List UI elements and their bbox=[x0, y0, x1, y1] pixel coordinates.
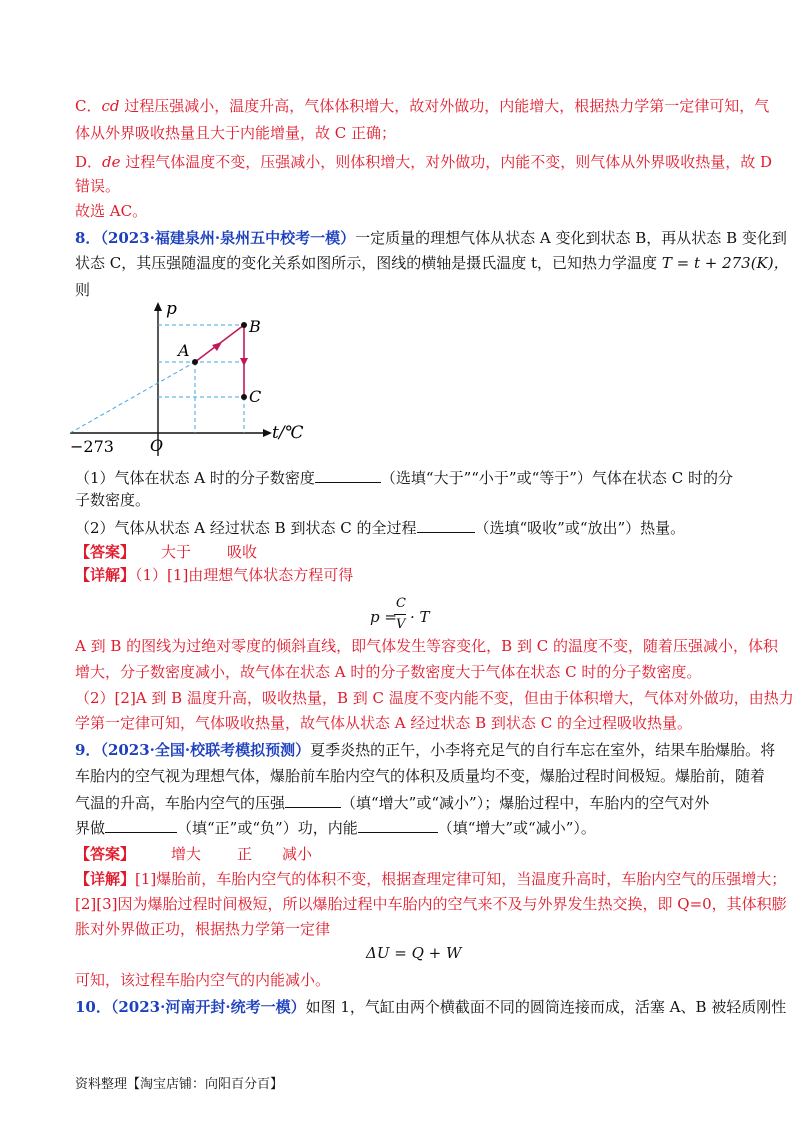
q8-detail-l4: 学第一定律可知，气体吸收热量，故气体从状态 A 经过状态 B 到状态 C 的全过程吸收热量。 bbox=[75, 714, 692, 732]
origin-label: O bbox=[150, 436, 164, 455]
q8-sub2: （2）气体从状态 A 经过状态 B 到状态 C 的全过程 （选填“吸收”或“放出”）热量。 bbox=[75, 516, 685, 538]
point-c-label: C bbox=[249, 387, 262, 406]
q8-detail-intro: 【详解】（1）[1]由理想气体状态方程可得 bbox=[75, 566, 354, 584]
point-a bbox=[192, 359, 198, 365]
q8-pt-graph bbox=[60, 298, 320, 456]
q7-option-d-line1: D．de 过程气体温度不变，压强减小，则体积增大，对外做功，内能不变，则气体从外界吸收热量，故 D bbox=[75, 153, 773, 171]
point-b-label: B bbox=[249, 317, 261, 336]
q8-sub1-line1: （1）气体在状态 A 时的分子数密度 （选填“大于”“小于”或“等于”）气体在状态 C 时的分 bbox=[75, 466, 733, 488]
arrow-b-to-c bbox=[240, 358, 248, 366]
q9-stem-line2: 车胎内的空气视为理想气体，爆胎前车胎内空气的体积及质量均不变，爆胎过程时间极短。爆胎前，随着 bbox=[75, 767, 766, 785]
q9-detail-l2: [2][3]因为爆胎过程时间极短，所以爆胎过程中车胎内的空气来不及与外界发生热交换，即 Q=0，其体积膨 bbox=[75, 895, 787, 913]
p-axis-label: p bbox=[166, 299, 177, 319]
q8-stem-line2: 状态 C，其压强随温度的变化关系如图所示，图线的横轴是摄氏温度 t，已知热力学温度 T = t + 273(K)， bbox=[75, 254, 789, 272]
p-axis-arrow bbox=[154, 302, 162, 311]
arrow-a-to-b bbox=[212, 342, 222, 351]
q9-stem-line4: 界做 （填“正”或“负”）功，内能 （填“增大”或“减小”）。 bbox=[75, 816, 596, 838]
q8-stem-line3: 则 bbox=[75, 281, 91, 299]
q8-detail-l1: A 到 B 的图线为过绝对零度的倾斜直线，即气体发生等容变化，B 到 C 的温度不变，随着压强减小，体积 bbox=[75, 637, 778, 655]
q8-detail-l2: 增大，分子数密度减小，故气体在状态 A 时的分子数密度大于气体在状态 C 时的分子数密度。 bbox=[75, 663, 702, 681]
q8-sub1-line2: 子数密度。 bbox=[75, 491, 151, 509]
q8-answer: 【答案】 大于 吸收 bbox=[75, 543, 258, 561]
q8-formula: T = t + 273(K)， bbox=[661, 254, 789, 272]
t-axis-arrow bbox=[263, 429, 272, 437]
q8-stem-line1: 8．（2023·福建泉州·泉州五中校考一模）一定质量的理想气体从状态 A 变化到状态 B，再从状态 B 变化到 bbox=[75, 229, 787, 247]
q7-option-d-line2: 错误。 bbox=[75, 177, 121, 195]
point-b bbox=[241, 322, 247, 328]
q8-blank-2[interactable] bbox=[417, 516, 475, 533]
q9-detail-l4: 可知，该过程车胎内空气的内能减小。 bbox=[75, 971, 331, 989]
t-axis-label: t/℃ bbox=[272, 423, 304, 443]
q9-detail-l3: 胀对外界做正功，根据热力学第一定律 bbox=[75, 920, 331, 938]
q9-blank-3[interactable] bbox=[358, 816, 438, 833]
point-c bbox=[241, 394, 247, 400]
q9-stem-line3: 气温的升高，车胎内空气的压强 （填“增大”或“减小”）；爆胎过程中，车胎内的空气对外 bbox=[75, 791, 709, 813]
q9-blank-2[interactable] bbox=[105, 816, 177, 833]
q7-option-c-line2: 体从外界吸收热量且大于内能增量，故 C 正确； bbox=[75, 124, 397, 142]
q9-detail-l1: 【详解】[1]爆胎前，车胎内空气的体积不变，根据查理定律可知，当温度升高时，车胎内空气的压强增大； bbox=[75, 870, 787, 888]
q9-blank-1[interactable] bbox=[285, 791, 341, 808]
point-a-label: A bbox=[178, 341, 190, 360]
q10-stem-line1: 10．（2023·河南开封·统考一模）如图 1，气缸由两个横截面不同的圆筒连接而成，活塞 A、B 被轻质刚性 bbox=[75, 998, 787, 1016]
q7-choice: 故选 AC。 bbox=[75, 202, 148, 220]
q9-stem-line1: 9．（2023·全国·校联考模拟预测）夏季炎热的正午，小李将充足气的自行车忘在室外，结果车胎爆胎。将 bbox=[75, 741, 776, 759]
dash-extension bbox=[70, 362, 195, 433]
q8-detail-l3: （2）[2]A 到 B 温度升高，吸收热量，B 到 C 温度不变内能不变，但由于体积增大，气体对外做功，由热力 bbox=[75, 689, 794, 707]
neg273-label: −273 bbox=[70, 437, 114, 456]
page-footer: 资料整理【淘宝店铺：向阳百分百】 bbox=[75, 1077, 284, 1092]
q9-equation: ΔU = Q + W bbox=[366, 944, 462, 962]
q9-answer: 【答案】 增大 正 减小 bbox=[75, 845, 313, 863]
q7-option-c-line1: C．cd 过程压强减小，温度升高，气体体积增大，故对外做功，内能增大，根据热力学第一定律可知，气 bbox=[75, 97, 770, 115]
q8-blank-1[interactable] bbox=[315, 466, 381, 483]
